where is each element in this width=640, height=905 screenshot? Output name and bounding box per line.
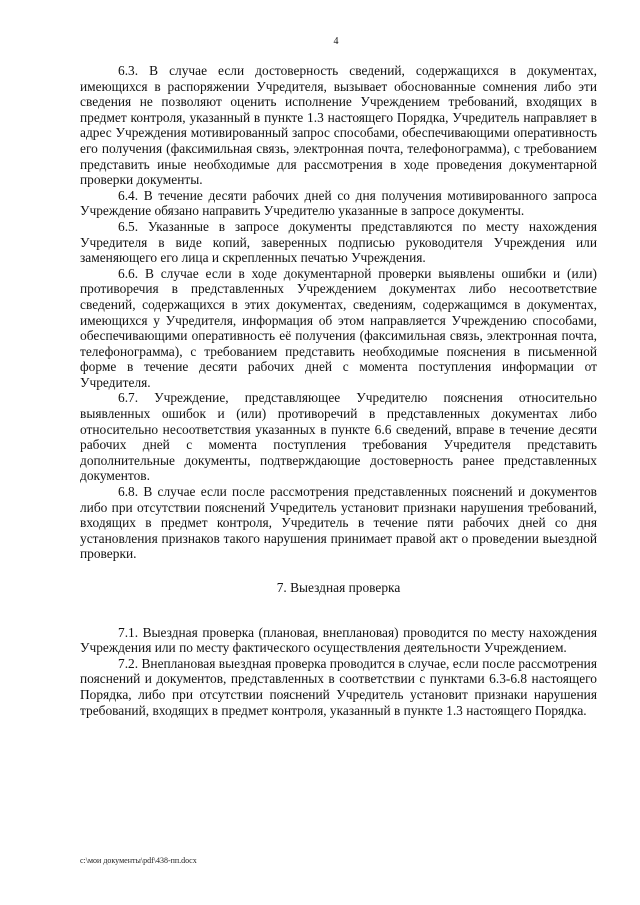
paragraph-6-7: 6.7. Учреждение, представляющее Учредителю пояснения относительно выявленных ошибок и (или) противоречий в представленных документах либо относительно несоответствия указанных в пункте 6.6 сведений, вправе в течение десяти рабочих дней с момента поступления требования Учредителя представить дополнительные документы, подтверждающие достоверность ранее представленных документов. xyxy=(80,390,597,484)
paragraph-7-2: 7.2. Внеплановая выездная проверка проводится в случае, если после рассмотрения пояснений и документов, представленных в соответствии с пунктами 6.3-6.8 настоящего Порядка, либо при отсутствии пояснений Учредитель установит признаки нарушения требований, входящих в предмет контроля, указанный в пункте 1.3 настоящего Порядка. xyxy=(80,655,597,718)
page-number: 4 xyxy=(333,36,339,47)
paragraph-6-3: 6.3. В случае если достоверность сведений, содержащихся в документах, имеющихся в распоряжении Учредителя, вызывает обоснованные сомнения либо эти сведения не позволяют оценить исполнение Учреждением требований, входящих в предмет контроля, указанный в пункте 1.3 настоящего Порядка, Учредитель направляет в адрес Учреждения мотивированный запрос способами, обеспечивающими оперативность его получения (факсимильная связь, электронная почта, телефонограмма), с требованием представить иные необходимые для рассмотрения в ходе проведения документарной проверки документы. xyxy=(80,63,597,188)
paragraph-6-6: 6.6. В случае если в ходе документарной проверки выявлены ошибки и (или) противоречия в представленных Учреждением документах либо несоответствие сведений, содержащихся в этих документах, сведениям, содержащимся в документах, имеющихся у Учредителя, информация об этом направляется Учреждению способами, обеспечивающими оперативность её получения (факсимильная связь, электронная почта, телефонограмма), с требованием представить необходимые пояснения в письменной форме в течение десяти рабочих дней с момента поступления информации от Учредителя. xyxy=(80,265,597,390)
document-body xyxy=(80,63,597,718)
paragraph-6-8: 6.8. В случае если после рассмотрения представленных пояснений и документов либо при отсутствии пояснений Учредитель установит признаки нарушения требований, входящих в предмет контроля, Учредитель в течение пяти рабочих дней со дня установления признаков такого нарушения принимает правой акт о проведении выездной проверки. xyxy=(80,484,597,562)
paragraph-6-5: 6.5. Указанные в запросе документы представляются по месту нахождения Учредителя в виде копий, заверенных подписью руководителя Учреждения или заменяющего его лица и скрепленных печатью Учреждения. xyxy=(80,218,597,266)
footer-file-path: c:\мои документы\pdf\438-пп.docx xyxy=(80,856,197,865)
section-heading: 7. Выездная проверка xyxy=(276,580,401,595)
paragraph-6-4: 6.4. В течение десяти рабочих дней со дня получения мотивированного запроса Учреждение обязано направить Учредителю указанные в запросе документы. xyxy=(80,187,597,219)
paragraph-7-1: 7.1. Выездная проверка (плановая, внеплановая) проводится по месту нахождения Учреждения или по месту фактического осуществления деятельности Учреждением. xyxy=(80,624,597,656)
